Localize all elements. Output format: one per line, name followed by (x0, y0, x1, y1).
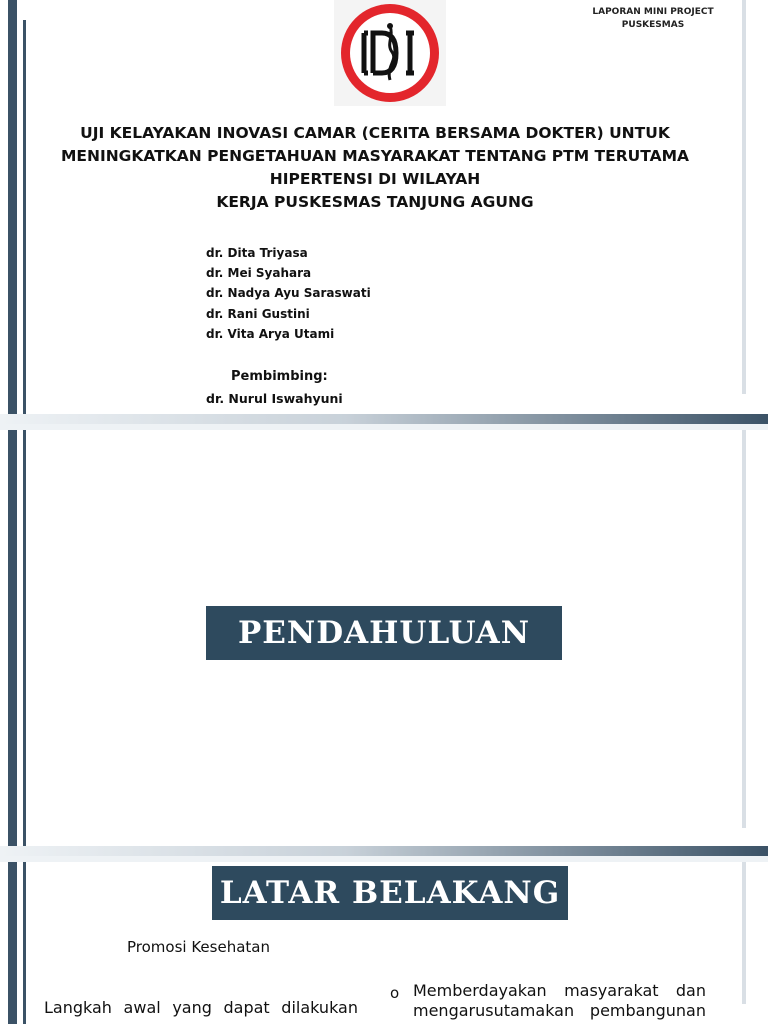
subheading: Promosi Kesehatan (127, 938, 270, 956)
right-accent-bar (742, 862, 746, 1004)
left-accent-bar (8, 0, 17, 414)
bullet-line: mengarusutamakan pembangunan (413, 1001, 706, 1020)
title-line: HIPERTENSI DI WILAYAH (269, 170, 481, 188)
slide-title (0, 0, 768, 414)
slide-latar-belakang (0, 862, 768, 1024)
left-accent-bar-thin (23, 430, 26, 848)
left-accent-bar-thin (23, 20, 26, 414)
body-text-left: Langkah awal yang dapat dilakukan (44, 998, 358, 1017)
title-line: MENINGKATKAN PENGETAHUAN MASYARAKAT TENTANG PTM TERUTAMA (60, 147, 690, 165)
supervisor-name: dr. Nurul Iswahyuni (206, 391, 343, 406)
report-header: LAPORAN MINI PROJECT PUSKESMAS (592, 7, 714, 30)
author-name: dr. Rani Gustini (206, 306, 310, 321)
right-accent-bar (742, 0, 746, 394)
title-line: KERJA PUSKESMAS TANJUNG AGUNG (216, 193, 534, 211)
body-text-right (413, 981, 706, 1021)
section-title: LATAR BELAKANG (212, 866, 568, 920)
presentation-title (60, 122, 690, 214)
section-title: PENDAHULUAN (206, 606, 562, 660)
bullet-icon: o (390, 984, 400, 1002)
author-list (206, 243, 371, 344)
title-line: UJI KELAYAKAN INOVASI CAMAR (CERITA BERSAMA DOKTER) UNTUK (80, 124, 670, 142)
left-accent-bar (8, 430, 17, 848)
left-accent-bar-thin (23, 862, 26, 1024)
author-name: dr. Vita Arya Utami (206, 326, 335, 341)
bullet-line: Memberdayakan masyarakat dan (413, 981, 706, 1000)
idi-logo (334, 0, 446, 106)
author-name: dr. Nadya Ayu Saraswati (206, 286, 371, 301)
left-accent-bar (8, 862, 17, 1024)
author-name: dr. Dita Triyasa (206, 246, 308, 260)
author-name: dr. Mei Syahara (206, 266, 312, 281)
supervisor-label: Pembimbing: (231, 369, 328, 384)
slide-pendahuluan (0, 430, 768, 848)
right-accent-bar (742, 430, 746, 828)
